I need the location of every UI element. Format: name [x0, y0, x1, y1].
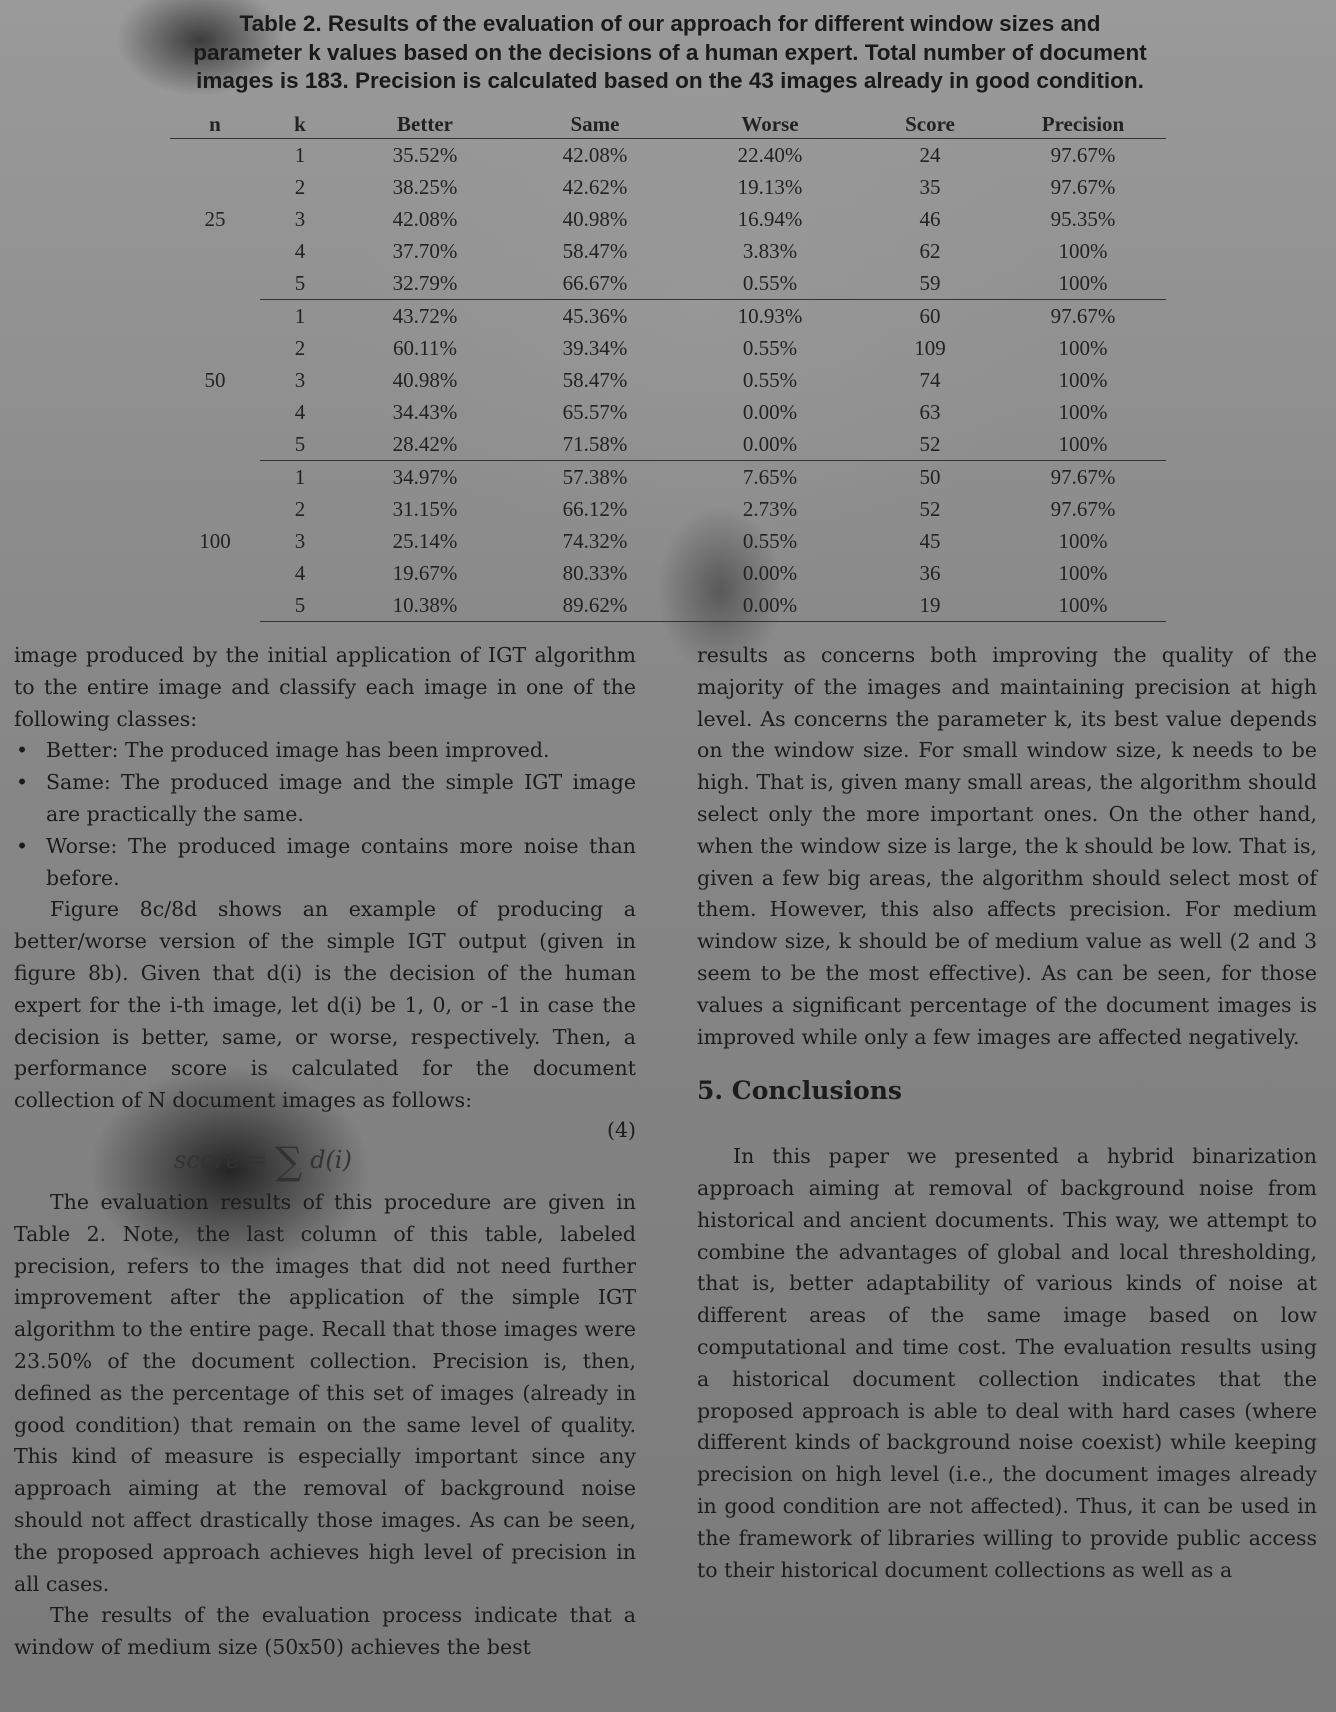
cell-score: 50: [919, 464, 941, 489]
cell-better: 60.11%: [393, 335, 457, 360]
cell-k: 1: [294, 142, 306, 167]
equation-number: (4): [606, 1117, 636, 1142]
cell-precision: 97.67%: [1050, 496, 1116, 521]
cell-worse: 19.13%: [737, 174, 803, 199]
cell-same: 42.62%: [562, 174, 628, 199]
header-worse: Worse: [680, 110, 860, 139]
bullet-dot: •: [16, 738, 29, 763]
cell-k: 4: [294, 560, 306, 585]
left-paragraph-4: The results of the evaluation process indicate that a window of medium size (50x50) achieves the best: [14, 1603, 636, 1660]
table-header-row: [170, 110, 1166, 139]
cell-worse: 0.55%: [680, 267, 860, 300]
cell-worse: 0.00%: [742, 560, 798, 585]
cell-better: 31.15%: [392, 496, 458, 521]
cell-worse: 0.55%: [742, 528, 798, 553]
cell-same: 58.47%: [562, 367, 628, 392]
cell-k: 2: [294, 174, 306, 199]
cell-score: 46: [919, 206, 941, 231]
cell-worse: 0.55%: [742, 335, 798, 360]
cell-same: 80.33%: [562, 560, 628, 585]
right-paragraph-2: In this paper we presented a hybrid binarization approach aiming at removal of background noise from historical and ancient documents. This way, we attempt to combine the advantages of global and local thresholding, that is, better adaptability of various kinds of noise at different areas of the same image based on low computational and time cost. The evaluation results using a historical document collection indicates that the proposed approach is able to deal with hard cases (where different kinds of background noise coexist) while keeping precision on high level (i.e., the document images already in good condition are not affected). Thus, it can be used in the framework of libraries willing to provide public access to their historical document collections as well as a: [697, 1144, 1317, 1582]
cell-n: 100: [199, 528, 231, 553]
right-paragraph-1: results as concerns both improving the quality of the majority of the images and maintaining precision at high level. As concerns the parameter k, its best value depends on the window size. For small window size, k needs to be high. That is, given many small areas, the algorithm should select only the more important ones. On the other hand, when the window size is large, the k should be low. That is, given a few big areas, the algorithm should select most of them. However, this also affects precision. For medium window size, k should be of medium value as well (2 and 3 seem to be the most effective). As can be seen, for those values a significant percentage of the document images is improved while only a few images are affected negatively.: [697, 643, 1317, 1049]
cell-precision: 100%: [1058, 528, 1108, 553]
cell-better: 37.70%: [392, 238, 458, 263]
cell-precision: 100%: [1058, 367, 1108, 392]
cell-score: 59: [860, 267, 1000, 300]
cell-same: 58.47%: [562, 238, 628, 263]
cell-better: 38.25%: [392, 174, 458, 199]
cell-worse: 7.65%: [742, 464, 798, 489]
header-k: k: [260, 110, 340, 139]
cell-score: 35: [919, 174, 941, 199]
cell-precision: 100%: [1058, 238, 1108, 263]
equation-block: [14, 1117, 636, 1187]
equation-equals: =: [247, 1145, 268, 1174]
header-n: n: [170, 110, 260, 139]
cell-precision: 95.35%: [1050, 206, 1116, 231]
cell-better: 10.38%: [340, 589, 510, 622]
cell-worse: 0.00%: [742, 399, 798, 424]
cell-same: 65.57%: [562, 399, 628, 424]
bullet-text: Worse: The produced image contains more noise than before.: [46, 833, 636, 890]
table-row: [170, 235, 1166, 267]
cell-score: 60: [919, 303, 941, 328]
cell-k: 3: [294, 367, 306, 392]
cell-score: 52: [860, 428, 1000, 461]
cell-better: 40.98%: [392, 367, 458, 392]
cell-score: 52: [919, 496, 941, 521]
cell-k: 1: [294, 464, 306, 489]
table-row: [170, 396, 1166, 428]
left-column: [14, 640, 636, 1664]
cell-better: 34.97%: [392, 464, 458, 489]
cell-worse: 0.00%: [680, 428, 860, 461]
cell-worse: 0.00%: [680, 589, 860, 622]
equation-lhs: score: [174, 1145, 240, 1174]
bullet-worse: [14, 831, 636, 895]
cell-better: 32.79%: [340, 267, 510, 300]
table-row: [170, 525, 1166, 557]
table-row: [170, 203, 1166, 235]
cell-precision: 100%: [1000, 589, 1166, 622]
cell-better: 35.52%: [392, 142, 458, 167]
cell-same: 89.62%: [510, 589, 680, 622]
table-row: [170, 300, 1166, 333]
cell-same: 42.08%: [562, 142, 628, 167]
table-row: [170, 267, 1166, 300]
cell-k: 3: [294, 206, 306, 231]
cell-k: 3: [294, 528, 306, 553]
bullet-dot: •: [16, 833, 29, 858]
left-paragraph-1: image produced by the initial application of IGT algorithm to the entire image and classify each image in one of the following classes:: [14, 643, 636, 731]
table-row: [170, 493, 1166, 525]
cell-score: 45: [919, 528, 941, 553]
cell-score: 19: [860, 589, 1000, 622]
cell-same: 39.34%: [562, 335, 628, 360]
cell-score: 109: [914, 335, 946, 360]
cell-precision: 97.67%: [1050, 142, 1116, 167]
cell-worse: 22.40%: [737, 142, 803, 167]
cell-precision: 100%: [1000, 267, 1166, 300]
header-score: Score: [860, 110, 1000, 139]
score-equation: [174, 1138, 352, 1183]
right-column: [697, 640, 1317, 1586]
cell-better: 43.72%: [392, 303, 458, 328]
results-table: [170, 110, 1166, 622]
header-same: Same: [510, 110, 680, 139]
cell-k: 5: [260, 589, 340, 622]
cell-better: 19.67%: [392, 560, 458, 585]
cell-worse: 16.94%: [737, 206, 803, 231]
cell-worse: 0.55%: [742, 367, 798, 392]
cell-k: 4: [294, 238, 306, 263]
table-row: [170, 171, 1166, 203]
header-precision: Precision: [1000, 110, 1166, 139]
cell-score: 63: [919, 399, 941, 424]
bullet-text: Same: The produced image and the simple IGT image are practically the same.: [46, 770, 636, 826]
cell-better: 25.14%: [392, 528, 458, 553]
cell-worse: 2.73%: [742, 496, 798, 521]
cell-precision: 97.67%: [1050, 464, 1116, 489]
cell-score: 24: [919, 142, 941, 167]
table-row: [170, 589, 1166, 622]
table-row: [170, 139, 1166, 172]
cell-n: 50: [204, 367, 226, 392]
cell-k: 2: [294, 496, 306, 521]
cell-better: 34.43%: [392, 399, 458, 424]
cell-score: 36: [919, 560, 941, 585]
header-better: Better: [340, 110, 510, 139]
cell-k: 1: [294, 303, 306, 328]
cell-same: 66.12%: [562, 496, 628, 521]
section-heading-conclusions: 5. Conclusions: [697, 1076, 902, 1106]
bullet-dot: •: [16, 770, 29, 795]
table-row: [170, 461, 1166, 494]
cell-k: 2: [294, 335, 306, 360]
cell-better: 28.42%: [340, 428, 510, 461]
cell-k: 5: [260, 428, 340, 461]
table-caption: [70, 10, 1270, 96]
cell-score: 74: [919, 367, 941, 392]
cell-precision: 97.67%: [1050, 174, 1116, 199]
cell-k: 5: [260, 267, 340, 300]
cell-precision: 100%: [1058, 399, 1108, 424]
caption-line-3: images is 183. Precision is calculated based on the 43 images already in good condition.: [196, 68, 1144, 93]
table-body: [170, 139, 1166, 622]
cell-same: 66.67%: [510, 267, 680, 300]
bullet-better: [14, 735, 636, 767]
bullet-same: [14, 767, 636, 831]
table-row: [170, 364, 1166, 396]
cell-same: 74.32%: [562, 528, 628, 553]
cell-worse: 10.93%: [737, 303, 803, 328]
left-paragraph-3: The evaluation results of this procedure are given in Table 2. Note, the last column of this table, labeled precision, refers to the images that did not need further improvement after the application of the simple IGT algorithm to the entire page. Recall that those images were 23.50% of the document collection. Precision is, then, defined as the percentage of this set of images (already in good condition) that remain on the same level of quality. This kind of measure is especially important since any approach aiming at the removal of background noise should not affect drastically those images. As can be seen, the proposed approach achieves high level of precision in all cases.: [14, 1189, 636, 1596]
cell-same: 71.58%: [510, 428, 680, 461]
cell-precision: 100%: [1058, 335, 1108, 360]
caption-line-1: Table 2. Results of the evaluation of our approach for different window sizes and: [239, 11, 1101, 36]
caption-line-2: parameter k values based on the decisions of a human expert. Total number of document: [193, 39, 1147, 65]
cell-precision: 97.67%: [1050, 303, 1116, 328]
bullet-text: Better: The produced image has been improved.: [46, 738, 550, 763]
cell-k: 4: [294, 399, 306, 424]
table-row: [170, 428, 1166, 461]
cell-same: 57.38%: [562, 464, 628, 489]
cell-n: 25: [204, 206, 226, 231]
cell-score: 62: [919, 238, 941, 263]
cell-same: 40.98%: [562, 206, 628, 231]
cell-better: 42.08%: [392, 206, 458, 231]
cell-worse: 3.83%: [742, 238, 798, 263]
table-row: [170, 332, 1166, 364]
cell-precision: 100%: [1000, 428, 1166, 461]
cell-same: 45.36%: [562, 303, 628, 328]
sigma-symbol: ∑: [275, 1138, 303, 1183]
equation-rhs: d(i): [310, 1145, 352, 1174]
cell-precision: 100%: [1058, 560, 1108, 585]
table-row: [170, 557, 1166, 589]
left-paragraph-2: Figure 8c/8d shows an example of producing a better/worse version of the simple IGT output (given in figure 8b). Given that d(i) is the decision of the human expert for the i-th image, let d(i) be 1, 0, or -1 in case the decision is better, same, or worse, respectively. Then, a performance score is calculated for the document collection of N document images as follows:: [14, 897, 636, 1113]
